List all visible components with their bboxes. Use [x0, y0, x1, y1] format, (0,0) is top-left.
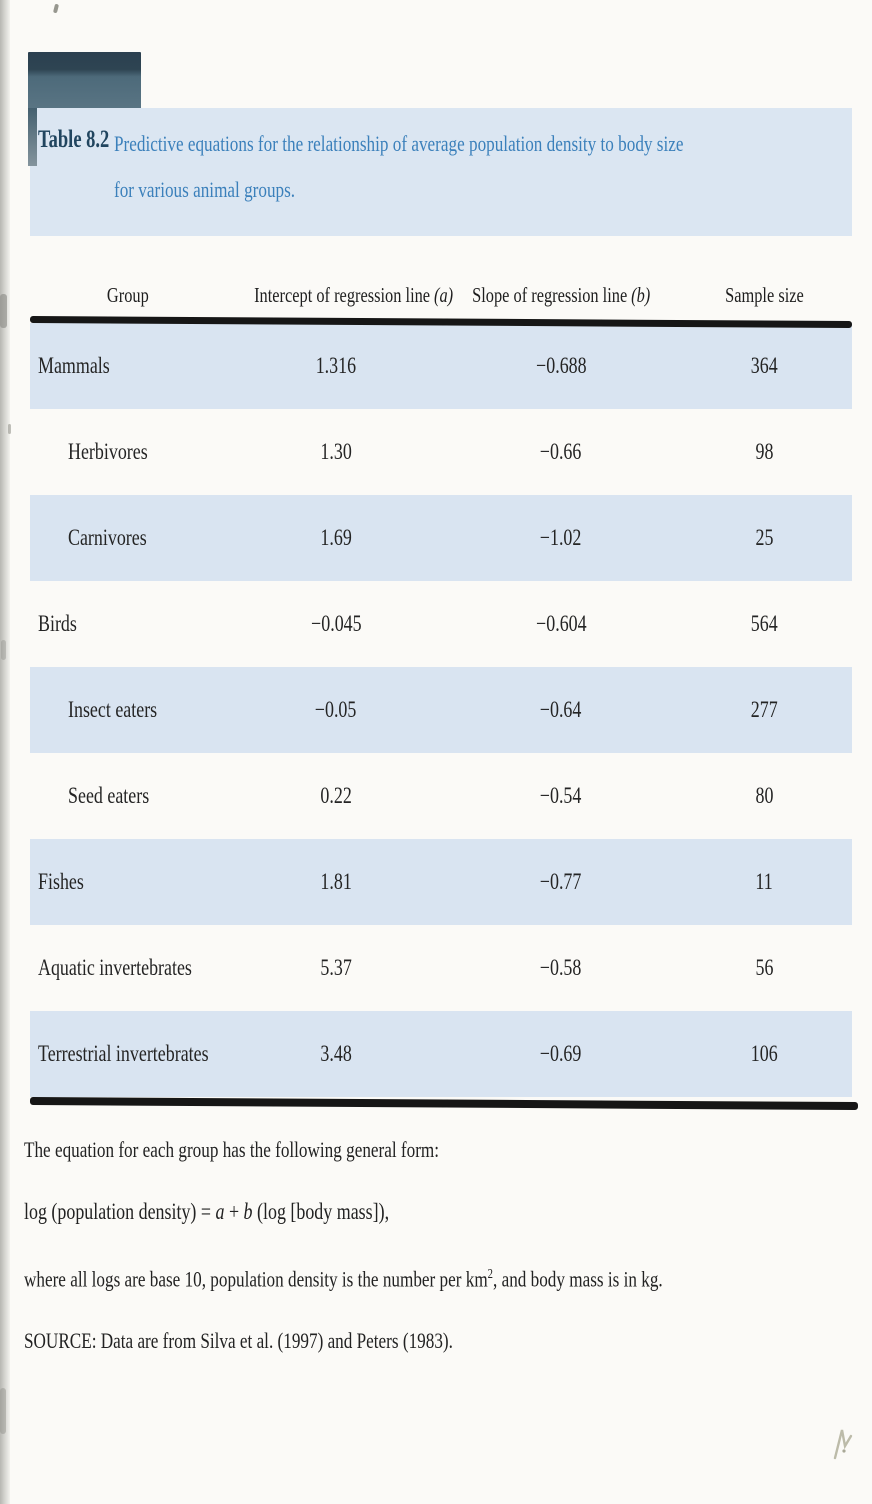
slope-cell: −1.02	[540, 525, 582, 550]
chapter-bleed-tab	[28, 52, 141, 114]
column-header-intercept: Intercept of regression line (a)	[254, 283, 454, 307]
intercept-cell: −0.045	[310, 611, 362, 636]
scan-smudge	[0, 294, 7, 328]
table-title-band	[30, 108, 852, 236]
table-number-label: Table 8.2	[38, 126, 110, 153]
intercept-cell: 1.316	[315, 353, 357, 378]
intercept-cell: 3.48	[320, 1041, 352, 1066]
scan-speck	[53, 4, 59, 14]
slope-cell: −0.66	[540, 439, 582, 464]
table-row	[30, 753, 852, 839]
group-cell: Birds	[38, 611, 77, 636]
group-cell: Carnivores	[68, 525, 147, 550]
table-row	[30, 409, 852, 495]
table-footnotes	[24, 1132, 843, 1385]
slope-cell: −0.604	[535, 611, 587, 636]
intercept-cell: 1.81	[320, 869, 352, 894]
sample-size-cell: 106	[750, 1041, 778, 1066]
table-header-row	[30, 236, 852, 316]
slope-cell: −0.688	[535, 353, 587, 378]
scan-smudge	[1, 640, 6, 660]
book-edge-shadow	[0, 0, 10, 1504]
column-header-slope: Slope of regression line (b)	[471, 283, 651, 307]
chapter-bleed-tab-edge	[28, 108, 37, 166]
column-header-group: Group	[107, 283, 149, 307]
slope-cell: −0.77	[540, 869, 582, 894]
sample-size-cell: 277	[750, 697, 778, 722]
column-header-sample-size: Sample size	[724, 283, 804, 307]
slope-cell: −0.54	[540, 783, 582, 808]
intercept-cell: −0.05	[315, 697, 357, 722]
table-title	[114, 121, 844, 213]
footnote-equation: log (population density) = a + b (log [body mass]),	[24, 1199, 390, 1224]
sample-size-cell: 364	[750, 353, 778, 378]
group-cell: Insect eaters	[68, 697, 158, 722]
table-title-line-2: for various animal groups.	[114, 177, 296, 202]
intercept-cell: 1.69	[320, 525, 352, 550]
superscript-2: 2	[487, 1266, 493, 1281]
group-cell: Fishes	[38, 869, 84, 894]
slope-cell: −0.69	[540, 1041, 582, 1066]
sample-size-cell: 80	[755, 783, 773, 808]
sample-size-cell: 564	[750, 611, 778, 636]
table-row	[30, 323, 852, 409]
table-row	[30, 1011, 852, 1097]
intercept-cell: 1.30	[320, 439, 352, 464]
footnote-units: where all logs are base 10, population density is the number per $km^2$, and body mass is in kg.	[24, 1266, 663, 1292]
slope-cell: −0.58	[540, 955, 582, 980]
table-row	[30, 581, 852, 667]
sample-size-cell: 25	[755, 525, 773, 550]
page-corner-mark	[830, 1424, 856, 1464]
table-row	[30, 839, 852, 925]
group-cell: Terrestrial invertebrates	[38, 1041, 209, 1066]
footnote-source: SOURCE: Data are from Silva et al. (1997) and Peters (1983).	[24, 1328, 453, 1354]
table-title-line-1: Predictive equations for the relationship of average population density to body size	[114, 131, 684, 156]
variable-b: b	[243, 1199, 253, 1224]
footnote-intro: The equation for each group has the following general form:	[24, 1137, 440, 1162]
intercept-cell: 0.22	[320, 783, 352, 808]
table-row	[30, 667, 852, 753]
sample-size-cell: 11	[755, 869, 773, 894]
variable-a: a	[215, 1199, 225, 1224]
group-cell: Mammals	[38, 353, 110, 378]
sample-size-cell: 56	[755, 955, 773, 980]
slope-cell: −0.64	[540, 697, 582, 722]
table-row	[30, 925, 852, 1011]
scan-smudge	[0, 1388, 6, 1434]
table-bottom-rule	[30, 1097, 858, 1110]
scan-speck	[8, 424, 11, 434]
intercept-cell: 5.37	[320, 955, 352, 980]
table-row	[30, 495, 852, 581]
group-cell: Aquatic invertebrates	[38, 955, 192, 980]
data-table	[30, 236, 852, 1105]
sample-size-cell: 98	[755, 439, 773, 464]
group-cell: Herbivores	[68, 439, 148, 464]
group-cell: Seed eaters	[68, 783, 150, 808]
